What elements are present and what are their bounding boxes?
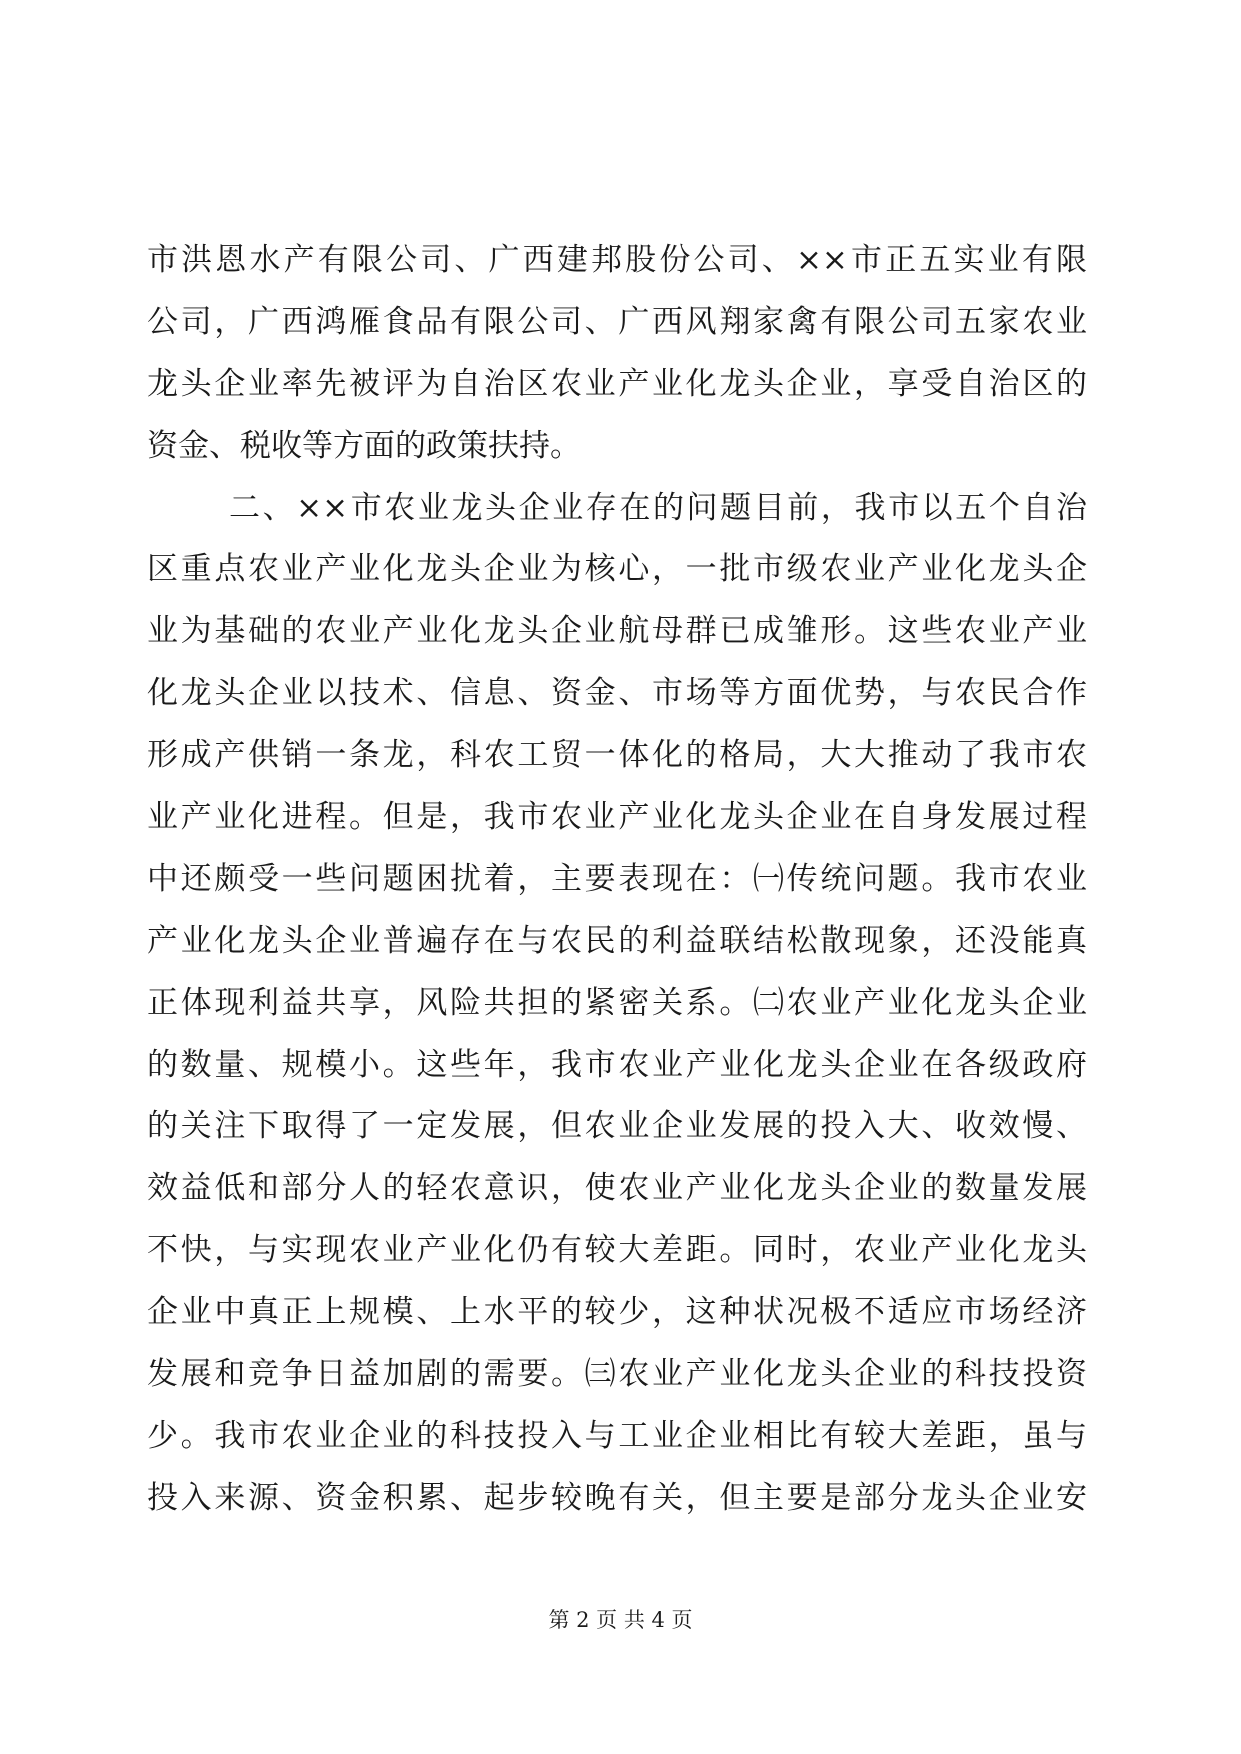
- text-line: 产业化龙头企业普遍存在与农民的利益联结松散现象，还没能真: [147, 922, 1087, 959]
- text-line: 少。我市农业企业的科技投入与工业企业相比有较大差距，虽与: [147, 1417, 1087, 1454]
- text-line: 二、××市农业龙头企业存在的问题目前，我市以五个自治: [229, 489, 1087, 526]
- body-text: [147, 230, 1087, 1530]
- text-line: 市洪恩水产有限公司、广西建邦股份公司、××市正五实业有限: [147, 242, 1087, 278]
- text-line: 的数量、规模小。这些年，我市农业产业化龙头企业在各级政府: [147, 1046, 1087, 1083]
- text-line: 投入来源、资金积累、起步较晚有关，但主要是部分龙头企业安: [147, 1479, 1087, 1516]
- text-line: 效益低和部分人的轻农意识，使农业产业化龙头企业的数量发展: [147, 1170, 1087, 1207]
- text-line: 区重点农业产业化龙头企业为核心，一批市级农业产业化龙头企: [147, 551, 1087, 588]
- text-line: 业为基础的农业产业化龙头企业航母群已成雏形。这些农业产业: [147, 613, 1087, 650]
- text-line: 发展和竞争日益加剧的需要。㈢农业产业化龙头企业的科技投资: [147, 1356, 1087, 1393]
- text-line: 的关注下取得了一定发展，但农业企业发展的投入大、收效慢、: [147, 1108, 1087, 1145]
- text-line: 公司，广西鸿雁食品有限公司、广西风翔家禽有限公司五家农业: [147, 303, 1087, 340]
- text-line: 中还颇受一些问题困扰着，主要表现在：㈠传统问题。我市农业: [147, 860, 1087, 897]
- text-line: 不快，与实现农业产业化仍有较大差距。同时，农业产业化龙头: [147, 1232, 1087, 1269]
- text-line: 资金、税收等方面的政策扶持。: [147, 427, 581, 464]
- text-line: 业产业化进程。但是，我市农业产业化龙头企业在自身发展过程: [147, 799, 1087, 836]
- text-line: 企业中真正上规模、上水平的较少，这种状况极不适应市场经济: [147, 1294, 1087, 1331]
- text-line: 形成产供销一条龙，科农工贸一体化的格局，大大推动了我市农: [147, 737, 1087, 774]
- text-line: 正体现利益共享，风险共担的紧密关系。㈡农业产业化龙头企业: [147, 984, 1087, 1021]
- text-line: 龙头企业率先被评为自治区农业产业化龙头企业，享受自治区的: [147, 365, 1087, 402]
- text-line: 化龙头企业以技术、信息、资金、市场等方面优势，与农民合作: [147, 675, 1087, 712]
- page-number-footer: 第 2 页 共 4 页: [548, 1608, 693, 1632]
